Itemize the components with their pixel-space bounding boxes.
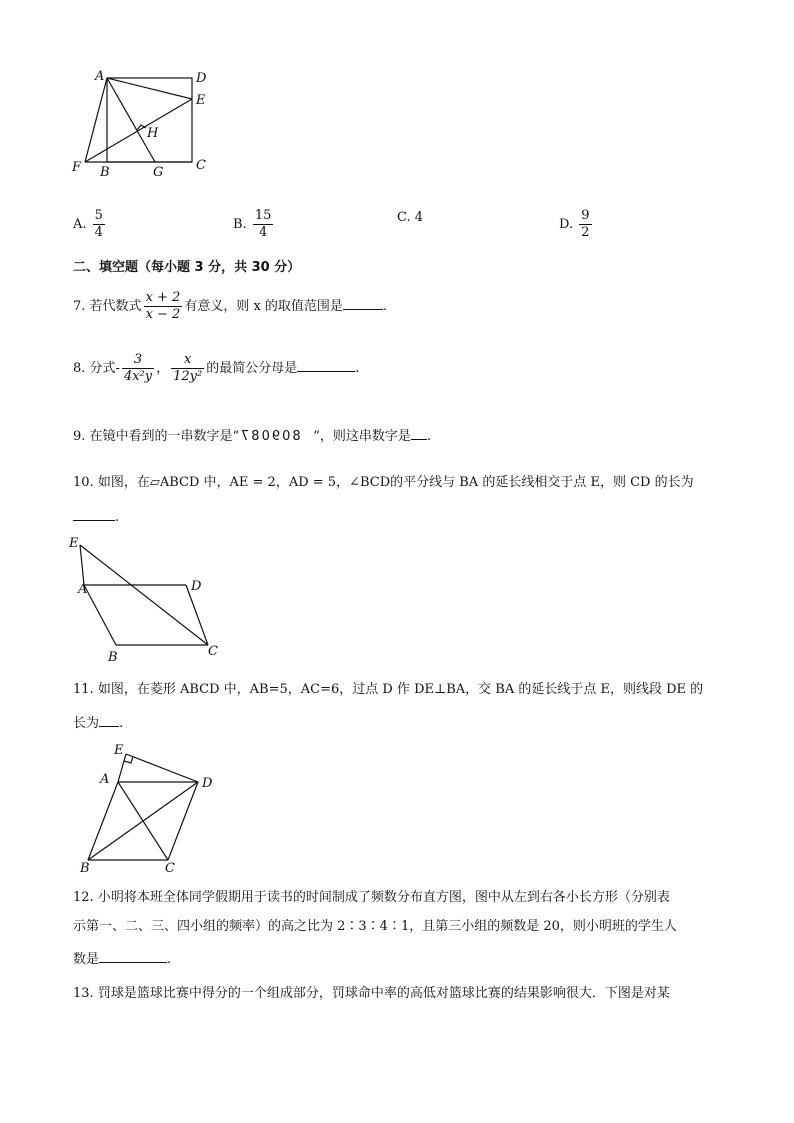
label-B: B bbox=[100, 165, 110, 180]
figure-square bbox=[65, 64, 225, 184]
question-11: 11. 如图，在菱形 ABCD 中，AB=5，AC=6，过点 D 作 DE⊥BA，交 BA 的延长线于点 E，则线段 DE 的 bbox=[73, 682, 704, 697]
figure-parallelogram bbox=[62, 533, 232, 668]
question-11-line2: 长为 . bbox=[73, 713, 123, 733]
question-10-blank-line: . bbox=[73, 507, 119, 527]
q8-answer-blank[interactable] bbox=[297, 358, 355, 372]
q11-label-D: D bbox=[202, 776, 213, 791]
q11-label-B: B bbox=[80, 861, 90, 876]
q11-answer-blank[interactable] bbox=[99, 713, 119, 727]
q8-fraction-2: $\frac{x}{\text{12y²}}$ bbox=[173, 352, 203, 384]
question-12-line3: 数是 . bbox=[73, 949, 171, 969]
option-d: D. $\frac{9}{2}$ bbox=[559, 208, 590, 240]
option-c: C. 4 bbox=[397, 210, 424, 225]
question-13: 13. 罚球是篮球比赛中得分的一个组成部分，罚球命中率的高低对篮球比赛的结果影响很大．下图是对某 bbox=[73, 986, 670, 1001]
label-G: G bbox=[153, 165, 164, 180]
question-9: 9. 在镜中看到的一串数字是“809087 ”，则这串数字是 . bbox=[73, 426, 431, 446]
question-7: 7. 若代数式 $\frac{x + 2}{x - 2}$ 有意义，则 x 的取值范围是 . bbox=[73, 290, 388, 322]
question-12: 12. 小明将本班全体同学假期用于读书的时间制成了频数分布直方图，图中从左到右各小长方形（分别表 bbox=[73, 890, 670, 905]
mirrored-digits: 809087 bbox=[239, 429, 301, 444]
option-a-fraction: $\frac{5}{4}$ bbox=[94, 208, 103, 240]
q6-options bbox=[73, 198, 723, 238]
option-b-fraction: $\frac{15}{4}$ bbox=[254, 208, 272, 240]
q10-label-B: B bbox=[108, 650, 118, 665]
q11-label-A: A bbox=[100, 772, 110, 787]
label-H: H bbox=[147, 126, 159, 141]
q10-label-C: C bbox=[208, 644, 218, 659]
q10-label-A: A bbox=[78, 582, 88, 597]
label-E: E bbox=[196, 93, 206, 108]
label-F: F bbox=[72, 160, 82, 175]
q7-fraction: $\frac{x + 2}{x - 2}$ bbox=[145, 290, 181, 322]
q11-label-E: E bbox=[114, 743, 124, 758]
label-C: C bbox=[196, 158, 206, 173]
q10-label-E: E bbox=[69, 536, 79, 551]
question-10: 10. 如图，在▱ABCD 中，AE = 2，AD = 5，∠BCD的平分线与 BA 的延长线相交于点 E，则 CD 的长为 bbox=[73, 475, 694, 490]
q12-answer-blank[interactable] bbox=[99, 949, 167, 963]
option-b: B. $\frac{15}{4}$ bbox=[233, 208, 272, 240]
q8-fraction-1: $\frac{3}{\text{4x²y}}$ bbox=[123, 352, 153, 384]
option-d-fraction: $\frac{9}{2}$ bbox=[581, 208, 590, 240]
question-8: 8. 分式- $\frac{3}{\text{4x²y}}$ ， $\frac{x}{\text{12y²}}$ 的最简公分母是 . bbox=[73, 352, 360, 384]
q7-answer-blank[interactable] bbox=[343, 296, 383, 310]
question-12-line2: 示第一、二、三、四小组的频率）的高之比为 2∶3∶4∶1，且第三小组的频数是 20，则小明班的学生人 bbox=[73, 919, 677, 934]
option-a: A. $\frac{5}{4}$ bbox=[73, 208, 103, 240]
label-D: D bbox=[196, 71, 207, 86]
q11-label-C: C bbox=[165, 861, 175, 876]
label-A: A bbox=[95, 69, 105, 84]
section-title: 二、填空题（每小题 3 分，共 30 分） bbox=[73, 260, 301, 275]
figure-rhombus bbox=[70, 738, 230, 878]
q10-label-D: D bbox=[191, 579, 202, 594]
q10-answer-blank[interactable] bbox=[73, 507, 115, 521]
q9-answer-blank[interactable] bbox=[411, 426, 427, 440]
